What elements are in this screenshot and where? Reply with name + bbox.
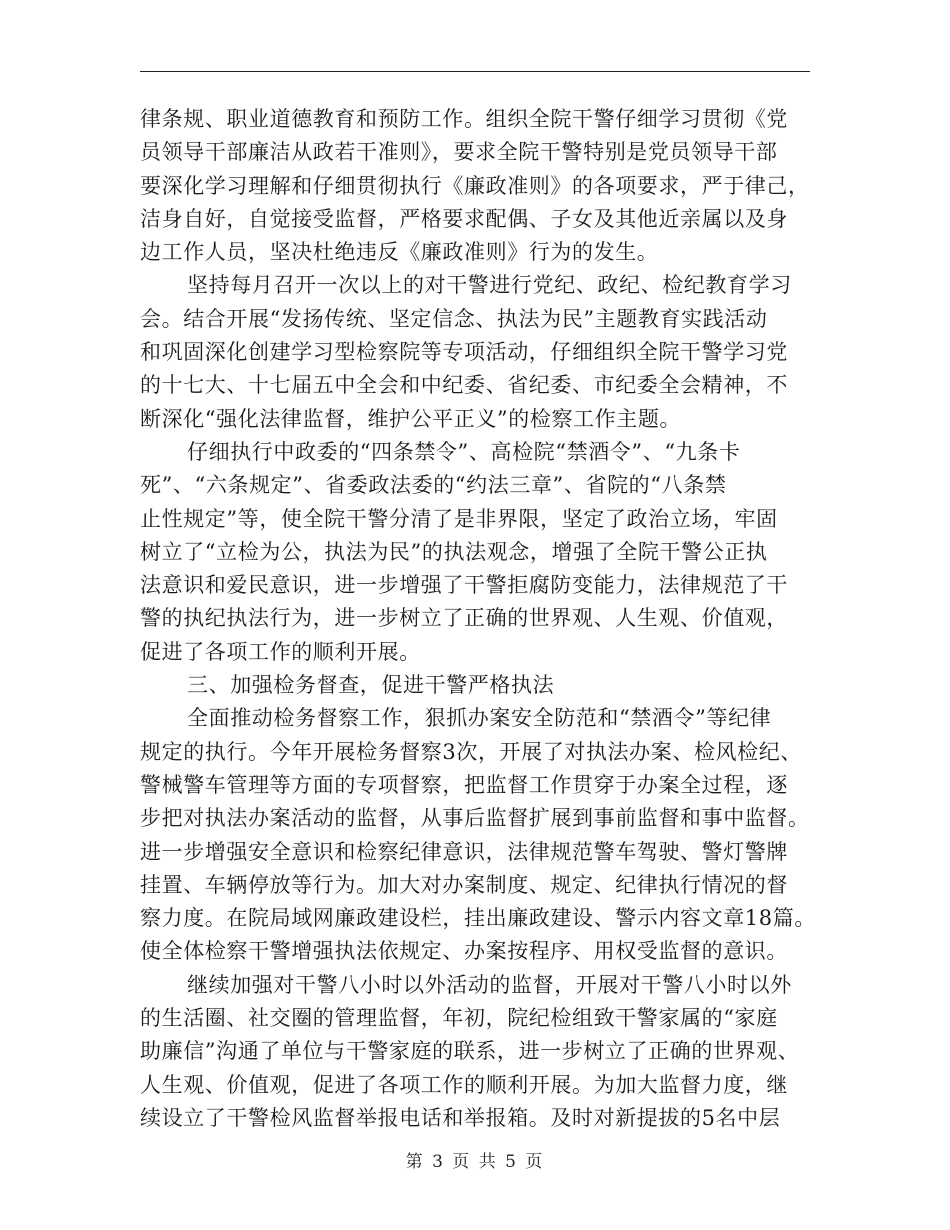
text-line: 规定的执行。今年开展检务督察3次，开展了对执法办案、检风检纪、: [140, 739, 802, 764]
text-line: 边工作人员，坚决杜绝违反《廉政准则》行为的发生。: [140, 240, 659, 265]
text-line: 步把对执法办案活动的监督，从事后监督扩展到事前监督和事中监督。: [140, 806, 810, 831]
text-line: 续设立了干警检风监督举报电话和举报箱。及时对新提拔的5名中层: [140, 1105, 781, 1130]
text-line: 会。结合开展“发扬传统、坚定信念、执法为民”主题教育实践活动: [140, 306, 768, 331]
text-line: 树立了“立检为公，执法为民”的执法观念，增强了全院干警公正执: [140, 539, 768, 564]
page-number: 第 3 页 共 5 页: [405, 1152, 545, 1172]
text-line: 员领导干部廉洁从政若干准则》，要求全院干警特别是党员领导干部: [140, 140, 778, 165]
paragraph-start-line: 全面推动检务督察工作，狠抓办案安全防范和“禁酒令”等纪律: [187, 706, 772, 731]
paragraph-start-line: 仔细执行中政委的“四条禁令”、高检院“禁酒令”、“九条卡: [187, 439, 741, 464]
text-line: 促进了各项工作的顺利开展。: [140, 639, 421, 664]
body-text: [140, 103, 816, 1135]
text-line: 和巩固深化创建学习型检察院等专项活动，仔细组织全院干警学习党: [140, 340, 788, 365]
text-line: 助廉信”沟通了单位与干警家庭的联系，进一步树立了正确的世界观、: [140, 1039, 800, 1064]
text-line: 要深化学习理解和仔细贯彻执行《廉政准则》的各项要求，严于律己，: [140, 173, 810, 198]
text-line: 人生观、价值观，促进了各项工作的顺利开展。为加大监督力度，继: [140, 1072, 788, 1097]
text-line: 律条规、职业道德教育和预防工作。组织全院干警仔细学习贯彻《党: [140, 107, 788, 131]
text-line: 察力度。在院局域网廉政建设栏，挂出廉政建设、警示内容文章18篇。: [140, 906, 816, 931]
text-line: 止性规定”等，使全院干警分清了是非界限，坚定了政治立场，牢固: [140, 506, 778, 531]
text-line: 洁身自好，自觉接受监督，严格要求配偶、子女及其他近亲属以及身: [140, 206, 788, 231]
text-line: 使全体检察干警增强执法依规定、办案按程序、用权受监督的意识。: [140, 939, 788, 964]
text-line: 法意识和爱民意识，进一步增强了干警拒腐防变能力，法律规范了干: [140, 573, 788, 598]
text-line: 进一步增强安全意识和检察纪律意识，法律规范警车驾驶、警灯警牌: [140, 839, 788, 864]
text-line: 警械警车管理等方面的专项督察，把监督工作贯穿于办案全过程，逐: [140, 772, 788, 797]
text-line: 的生活圈、社交圈的管理监督，年初，院纪检组致干警家属的“家庭: [140, 1006, 778, 1031]
paragraph-start-line: 坚持每月召开一次以上的对干警进行党纪、政纪、检纪教育学习: [187, 273, 792, 298]
text-line: 挂置、车辆停放等行为。加大对办案制度、规定、纪律执行情况的督: [140, 872, 788, 897]
header-rule: [140, 71, 810, 72]
text-line: 的十七大、十七届五中全会和中纪委、省纪委、市纪委全会精神，不: [140, 373, 788, 398]
text-line: 断深化“强化法律监督，维护公平正义”的检察工作主题。: [140, 406, 682, 431]
paragraph-start-line: 继续加强对干警八小时以外活动的监督，开展对干警八小时以外: [187, 972, 792, 997]
text-line: 警的执纪执法行为，进一步树立了正确的世界观、人生观、价值观，: [140, 606, 788, 631]
section-heading: 三、加强检务督查，促进干警严格执法: [187, 673, 555, 698]
text-line: 死”、“六条规定”、省委政法委的“约法三章”、省院的“八条禁: [140, 473, 727, 498]
